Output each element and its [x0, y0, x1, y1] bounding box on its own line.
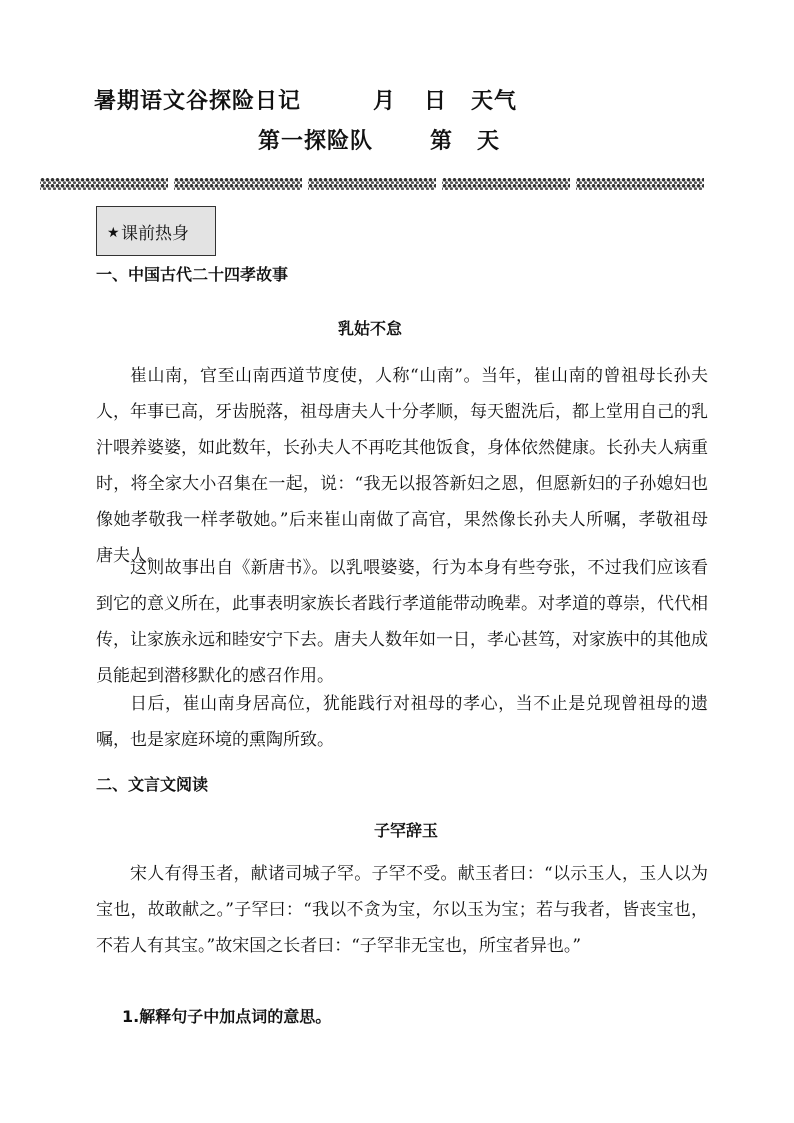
- paragraph-text: 宋人有得玉者，献诸司城子罕。子罕不受。献玉者曰：“以示玉人，玉人以为宝也，故敢献之。”子罕曰：“我以不贪为宝，尔以玉为宝；若与我者，皆丧宝也，不若人有其宝。”故宋国之长者曰：“子罕非无宝也，所宝者异也。”: [96, 864, 708, 956]
- header-weather: 天气: [471, 89, 518, 114]
- section2-paragraph: [96, 856, 708, 964]
- divider-segment: [576, 178, 704, 190]
- divider-segment: [308, 178, 436, 190]
- section1-paragraph-2: [96, 550, 708, 694]
- divider-segment: [174, 178, 302, 190]
- question-1: 1.解释句子中加点词的意思。: [122, 1007, 332, 1026]
- section1-heading: 一、中国古代二十四孝故事: [96, 265, 289, 284]
- warmup-badge: [96, 206, 216, 256]
- paragraph-text: 日后，崔山南身居高位，犹能践行对祖母的孝心，当不止是兑现曾祖母的遗嘱，也是家庭环境的熏陶所致。: [96, 694, 708, 750]
- section2-heading: 二、文言文阅读: [96, 775, 209, 794]
- section1-paragraph-3: [96, 686, 708, 758]
- divider-segment: [40, 178, 168, 190]
- paragraph-text: 崔山南，官至山南西道节度使，人称“山南”。当年，崔山南的曾祖母长孙夫人，年事已高，牙齿脱落，祖母唐夫人十分孝顺，每天盥洗后，都上堂用自己的乳汁喂养婆婆，如此数年，长孙夫人不再吃其他饭食，身体依然健康。长孙夫人病重时，将全家大小召集在一起，说：“我无以报答新妇之恩，但愿新妇的子孙媳妇也像她孝敬我一样孝敬她。”后来崔山南做了高官，果然像长孙夫人所嘱，孝敬祖母唐夫人。: [96, 366, 708, 566]
- star-icon: ★: [107, 225, 120, 241]
- header-month: 月: [373, 89, 397, 114]
- header-title: 暑期语文谷探险日记: [94, 89, 302, 114]
- paragraph-text: 这则故事出自《新唐书》。以乳喂婆婆，行为本身有些夸张，不过我们应该看到它的意义所在，此事表明家族长者践行孝道能带动晚辈。对孝道的尊崇，代代相传，让家族永远和睦安宁下去。唐夫人数年如一日，孝心甚笃，对家族中的其他成员能起到潜移默化的感召作用。: [96, 558, 708, 686]
- section2-story-title: 子罕辞玉: [374, 821, 439, 840]
- warmup-label: 课前热身: [121, 224, 189, 244]
- section1-story-title: 乳姑不怠: [338, 319, 403, 338]
- header-tian: 天: [477, 129, 501, 154]
- header-di: 第: [430, 129, 454, 154]
- decorative-divider: [40, 178, 704, 194]
- section1-paragraph-1: [96, 358, 708, 574]
- header-team: 第一探险队: [258, 129, 374, 154]
- header-day: 日: [424, 89, 448, 114]
- divider-segment: [442, 178, 570, 190]
